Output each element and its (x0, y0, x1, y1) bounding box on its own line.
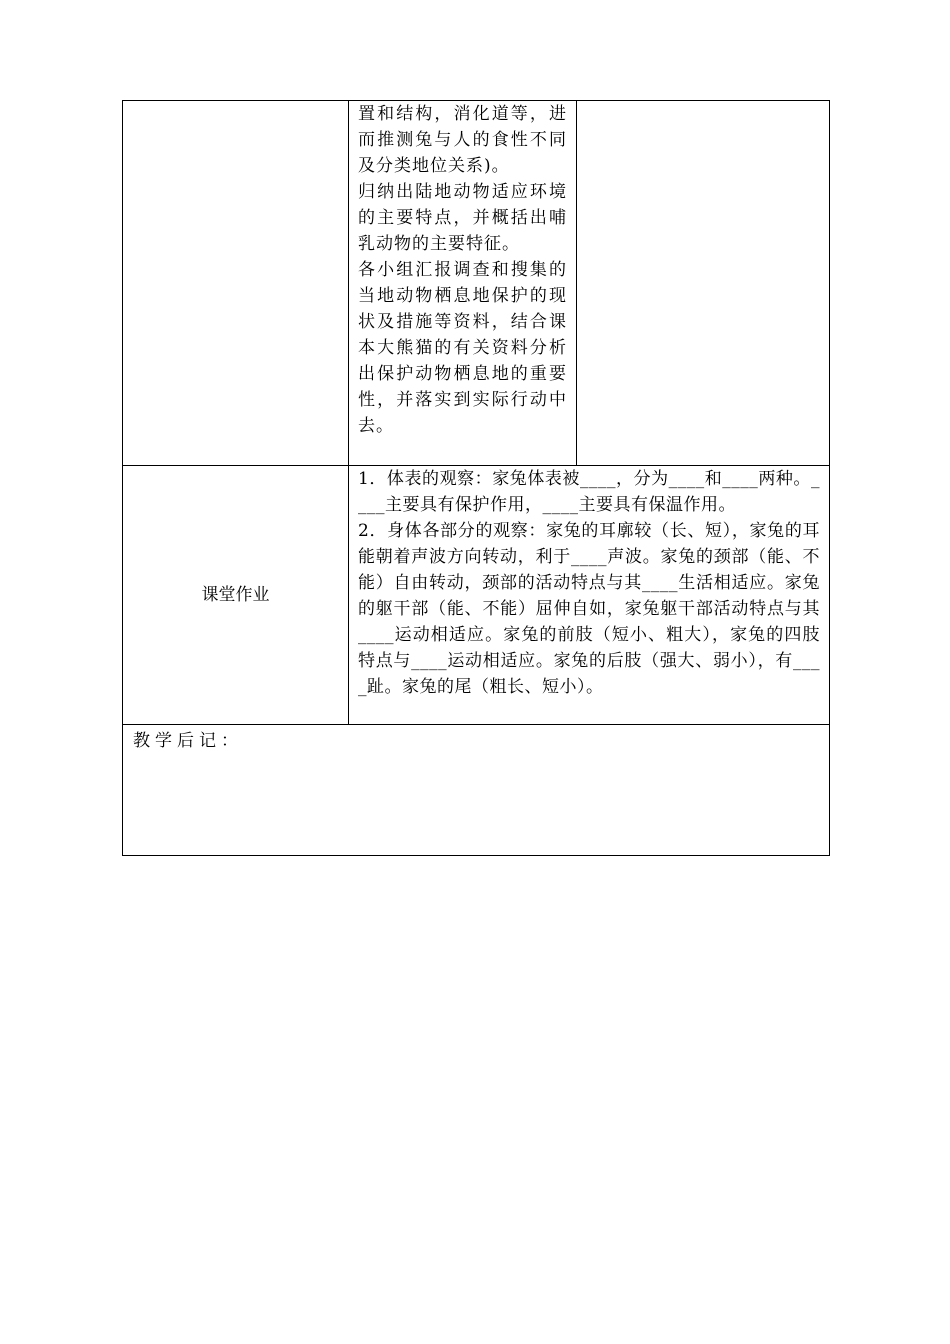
activity-paragraph: 归纳出陆地动物适应环境的主要特点，并概括出哺乳动物的主要特征。 (358, 182, 567, 254)
teaching-notes-label: 教学后记： (133, 731, 243, 751)
empty-notes-cell (577, 101, 830, 466)
homework-label: 课堂作业 (123, 466, 349, 725)
lesson-plan-table (122, 100, 830, 856)
table-row (123, 101, 830, 466)
homework-content-cell (349, 466, 830, 725)
teaching-notes-cell (123, 725, 830, 856)
activity-paragraph: 置和结构，消化道等，进而推测兔与人的食性不同及分类地位关系)。 (358, 104, 567, 176)
homework-question: 2．身体各部分的观察：家兔的耳廓较（长、短），家兔的耳能朝着声波方向转动，利于____声波。家兔的颈部（能、不能）自由转动，颈部的活动特点与其____生活相适应。家兔的躯干部（能、不能）屈伸自如，家兔躯干部活动特点与其____运动相适应。家兔的前肢（短小、粗大），家兔的四肢特点与____运动相适应。家兔的后肢（强大、弱小），有____趾。家兔的尾（粗长、短小）。 (358, 521, 820, 697)
activity-cell (349, 101, 577, 466)
homework-question: 1．体表的观察：家兔体表被____，分为____和____两种。____主要具有保护作用，____主要具有保温作用。 (358, 469, 820, 515)
empty-label-cell (123, 101, 349, 466)
table-row (123, 725, 830, 856)
activity-paragraph: 各小组汇报调查和搜集的当地动物栖息地保护的现状及措施等资料，结合课本大熊猫的有关资料分析出保护动物栖息地的重要性，并落实到实际行动中去。 (358, 260, 567, 436)
table-row (123, 466, 830, 725)
